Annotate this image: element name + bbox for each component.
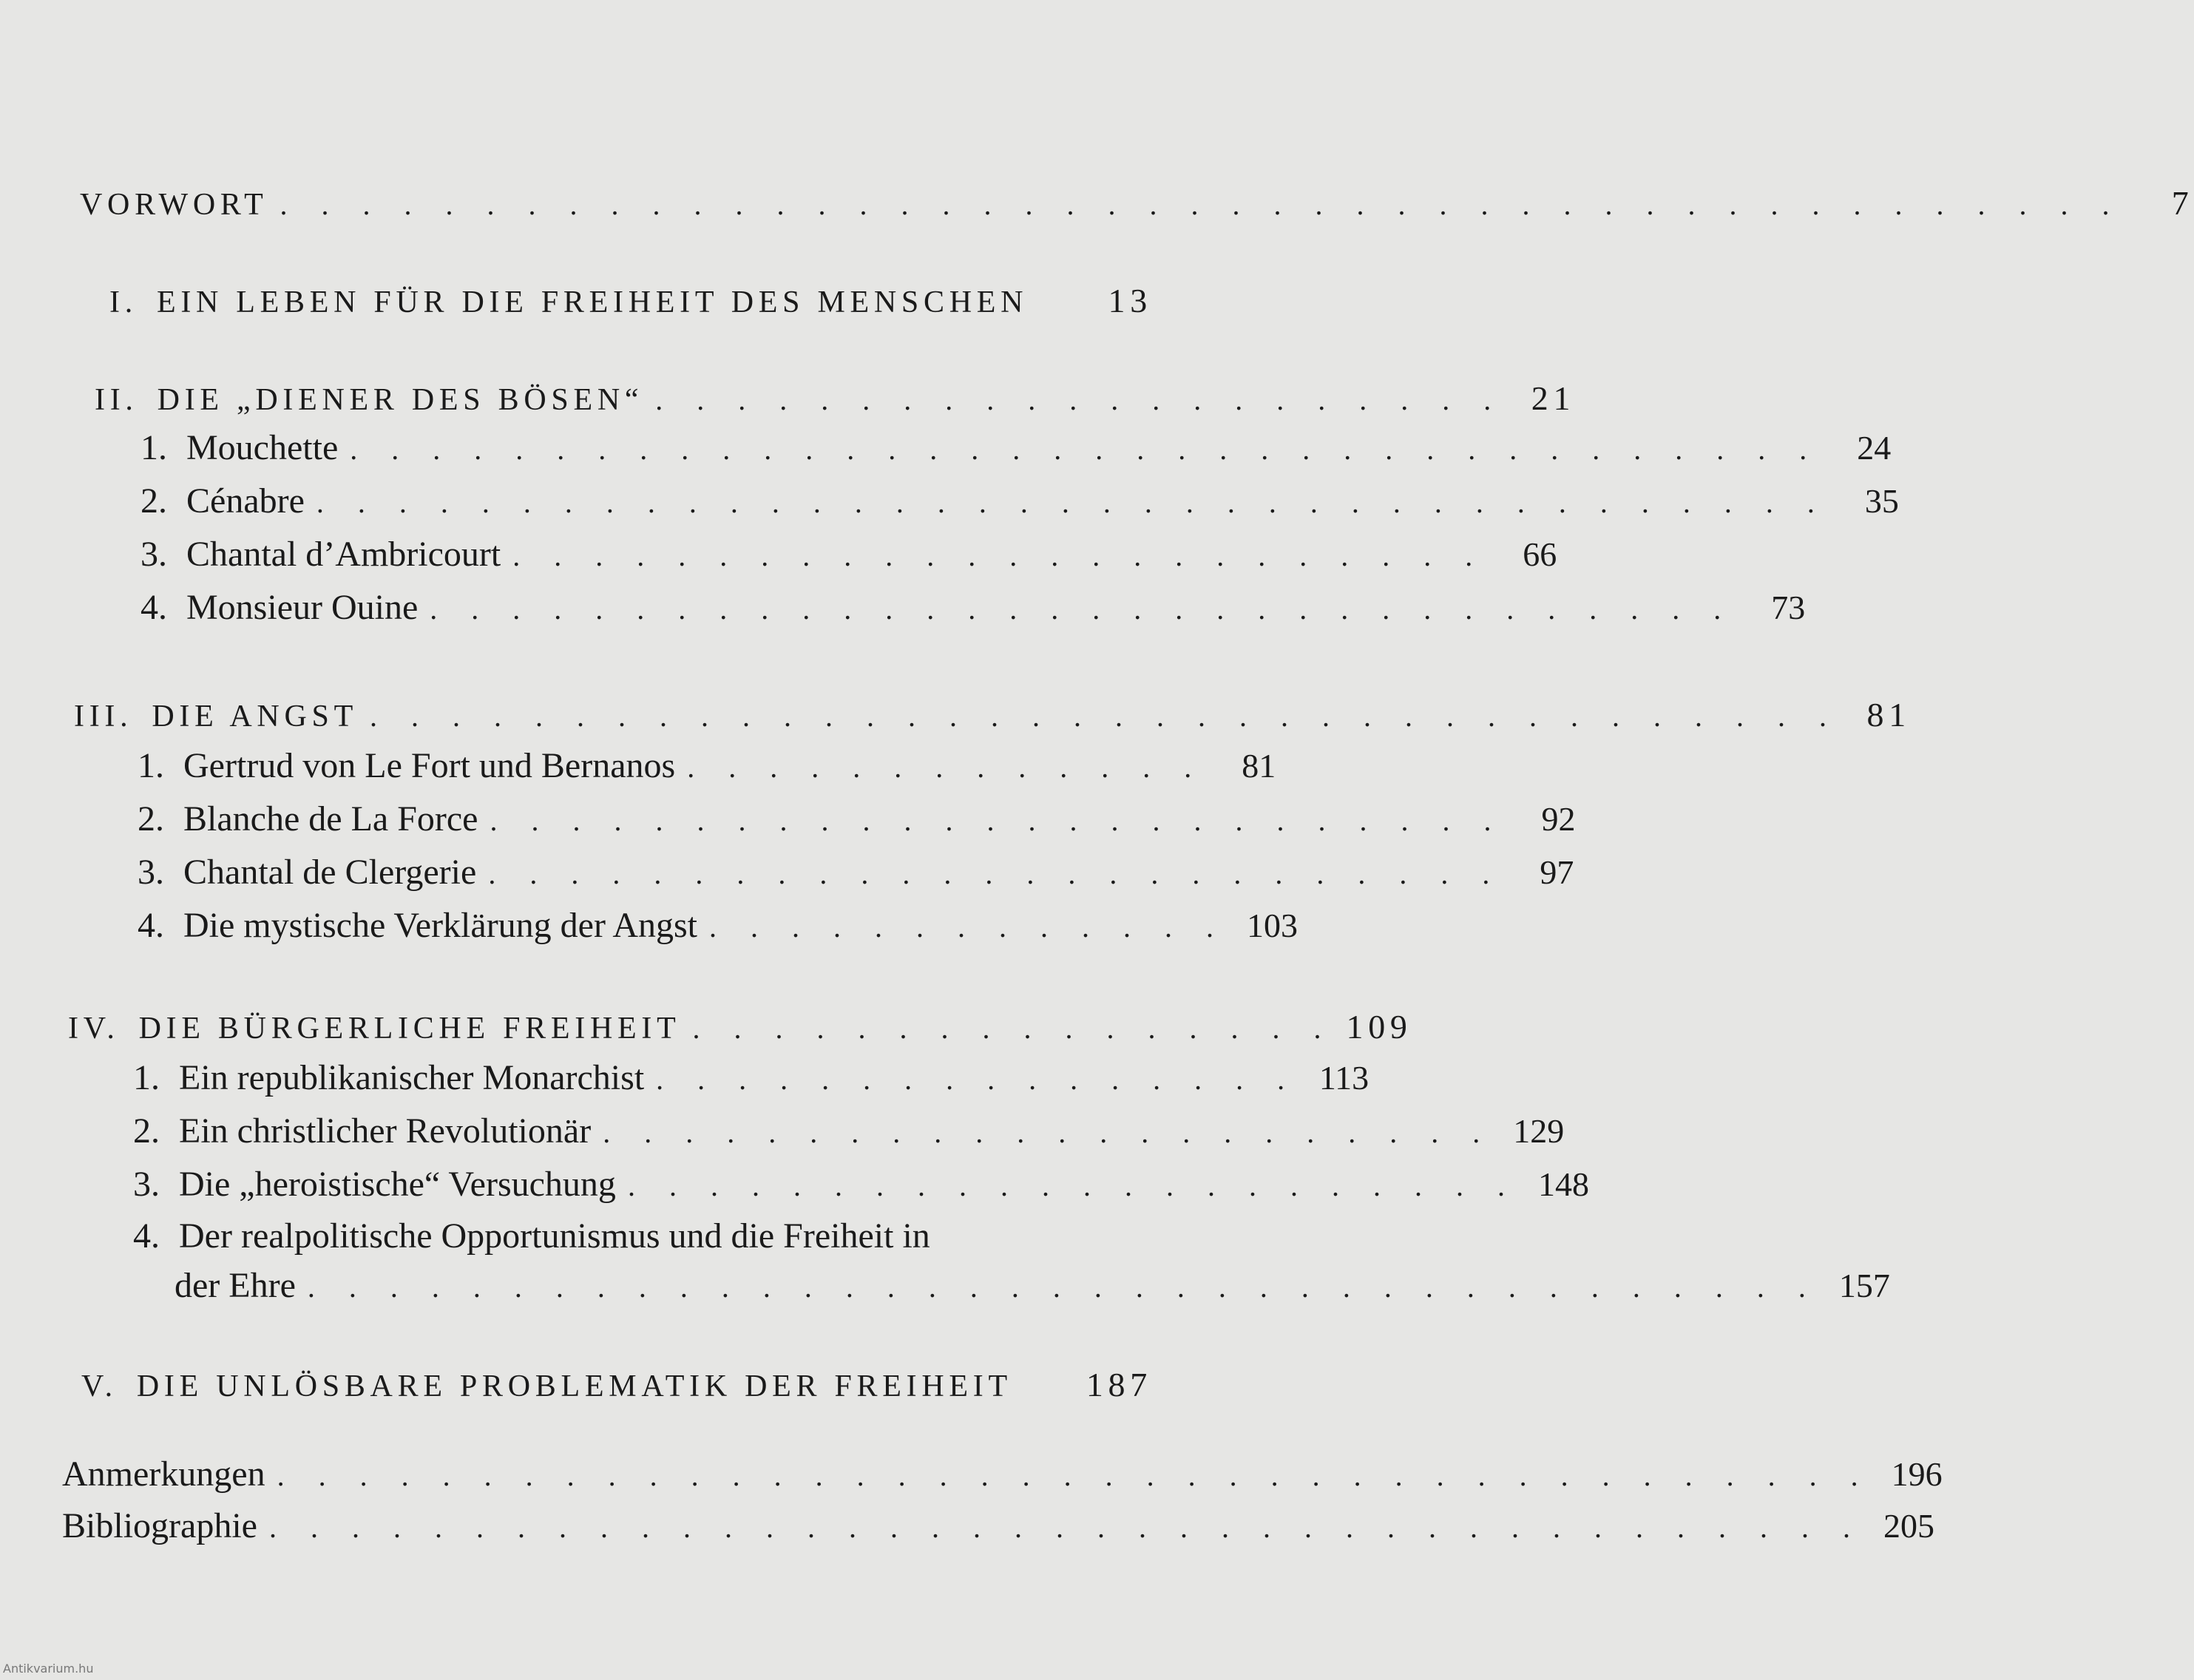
dot-leader: . . . . . . . . . . . . . . . . . . . . . — [655, 383, 1505, 416]
toc-section: 3. Die „heroistische“ Versuchung . . . . . . . . . . . . . . . . . . . . . . 148 — [133, 1165, 1589, 1204]
toc-section: 1. Ein republikanischer Monarchist . . . . . . . . . . . . . . . . 113 — [133, 1058, 1369, 1097]
page-number: 81 — [1866, 696, 1911, 734]
chapter-title: DIE „DIENER DES BÖSEN“ — [157, 383, 644, 417]
dot-leader: . . . . . . . . . . . . . . . . . . . . . . . . . — [488, 857, 1503, 890]
dot-leader: . . . . . . . . . . . . . . . . . . . . . . . . . . . . . . . . . . . . — [350, 433, 1821, 466]
chapter-number: II. — [95, 383, 138, 417]
page-number: 13 — [1108, 282, 1152, 319]
toc-chapter-2 — [95, 379, 1576, 418]
watermark: Antikvarium.hu — [3, 1662, 94, 1676]
dot-leader: . . . . . . . . . . . . . — [709, 910, 1227, 944]
entry-label: VORWORT — [80, 188, 268, 222]
dot-leader: . . . . . . . . . . . . . . . . . . . . . . . . . . . . . . . . . . . . . — [307, 1270, 1819, 1304]
dot-leader: . . . . . . . . . . . . . . . . . . . . . . . . . . . . . . . . . . . . . . . — [268, 1511, 1863, 1544]
toc-section: 3. Chantal de Clergerie . . . . . . . . . . . . . . . . . . . . . . . . . 97 — [138, 853, 1574, 892]
toc-section: 4. Die mystische Verklärung der Angst . . . . . . . . . . . . . 103 — [138, 906, 1298, 945]
dot-leader: . . . . . . . . . . . . . . . . . . . . . . . . — [512, 539, 1486, 572]
toc-chapter-5 — [81, 1365, 1152, 1404]
chapter-title: DIE ANGST — [152, 700, 358, 734]
page-number: 7 — [2171, 184, 2194, 222]
toc-section: 1. Mouchette . . . . . . . . . . . . . . . . . . . . . . . . . . . . . . . . . . . . 24 — [140, 428, 1892, 467]
toc-section: 2. Cénabre . . . . . . . . . . . . . . . . . . . . . . . . . . . . . . . . . . . . . 35 — [140, 481, 1899, 521]
dot-leader: . . . . . . . . . . . . . — [687, 751, 1205, 784]
dot-leader: . . . . . . . . . . . . . . . . . . . . . . . . . . . . . . . . — [430, 592, 1735, 626]
dot-leader: . . . . . . . . . . . . . . . . — [656, 1063, 1299, 1096]
dot-leader: . . . . . . . . . . . . . . . . — [692, 1012, 1335, 1045]
chapter-number: IV. — [68, 1012, 120, 1046]
dot-leader: . . . . . . . . . . . . . . . . . . . . . . — [603, 1116, 1494, 1149]
dot-leader: . . . . . . . . . . . . . . . . . . . . . . . . . — [490, 804, 1505, 837]
dot-leader: . . . . . . . . . . . . . . . . . . . . . . . . . . . . . . . . . . . . . — [316, 486, 1828, 519]
toc-entry-bibliographie: Bibliographie . . . . . . . . . . . . . . . . . . . . . . . . . . . . . . . . . . . . . . . 205 — [62, 1506, 1934, 1545]
chapter-title: DIE UNLÖSBARE PROBLEMATIK DER FREIHEIT — [136, 1369, 1012, 1403]
toc-section: 2. Blanche de La Force . . . . . . . . . . . . . . . . . . . . . . . . . 92 — [138, 799, 1576, 839]
page-number: 109 — [1346, 1008, 1412, 1046]
dot-leader: . . . . . . . . . . . . . . . . . . . . . . — [627, 1169, 1518, 1202]
chapter-number: V. — [81, 1369, 118, 1403]
page-number: 187 — [1086, 1366, 1152, 1403]
chapter-title: EIN LEBEN FÜR DIE FREIHEIT DES MENSCHEN — [156, 285, 1029, 319]
chapter-title: DIE BÜRGERLICHE FREIHEIT — [138, 1012, 681, 1046]
toc-section-wrapped: 4. Der realpolitische Opportunismus und die Freiheit in der Ehre . . . . . . . . . . . . . . . . . . . . . . . . . . . . . . . . . . . . . 157 — [133, 1216, 1890, 1305]
toc-chapter-4 — [68, 1007, 1412, 1046]
chapter-number: I. — [109, 285, 138, 319]
toc-entry-vorwort — [80, 183, 2194, 223]
toc-section: 4. Monsieur Ouine . . . . . . . . . . . . . . . . . . . . . . . . . . . . . . . . 73 — [140, 588, 1806, 627]
dot-leader: . . . . . . . . . . . . . . . . . . . . . . . . . . . . . . . . . . . . . . . — [277, 1459, 1872, 1492]
dot-leader: . . . . . . . . . . . . . . . . . . . . . . . . . . . . . . . . . . . . — [370, 700, 1840, 733]
toc-section: 3. Chantal d’Ambricourt . . . . . . . . . . . . . . . . . . . . . . . . 66 — [140, 535, 1557, 574]
toc-entry-anmerkungen: Anmerkungen . . . . . . . . . . . . . . . . . . . . . . . . . . . . . . . . . . . . . . . 196 — [62, 1454, 1943, 1494]
toc-chapter-3 — [74, 695, 1911, 734]
toc-section: 1. Gertrud von Le Fort und Bernanos . . . . . . . . . . . . . 81 — [138, 746, 1276, 785]
dot-leader: . . . . . . . . . . . . . . . . . . . . . . . . . . . . . . . . . . . . . . . . . . . . . — [280, 188, 2123, 221]
chapter-number: III. — [74, 700, 133, 734]
page-number: 21 — [1531, 379, 1576, 417]
toc-chapter-1 — [109, 281, 1152, 320]
toc-section: 2. Ein christlicher Revolutionär . . . . . . . . . . . . . . . . . . . . . . 129 — [133, 1111, 1565, 1151]
